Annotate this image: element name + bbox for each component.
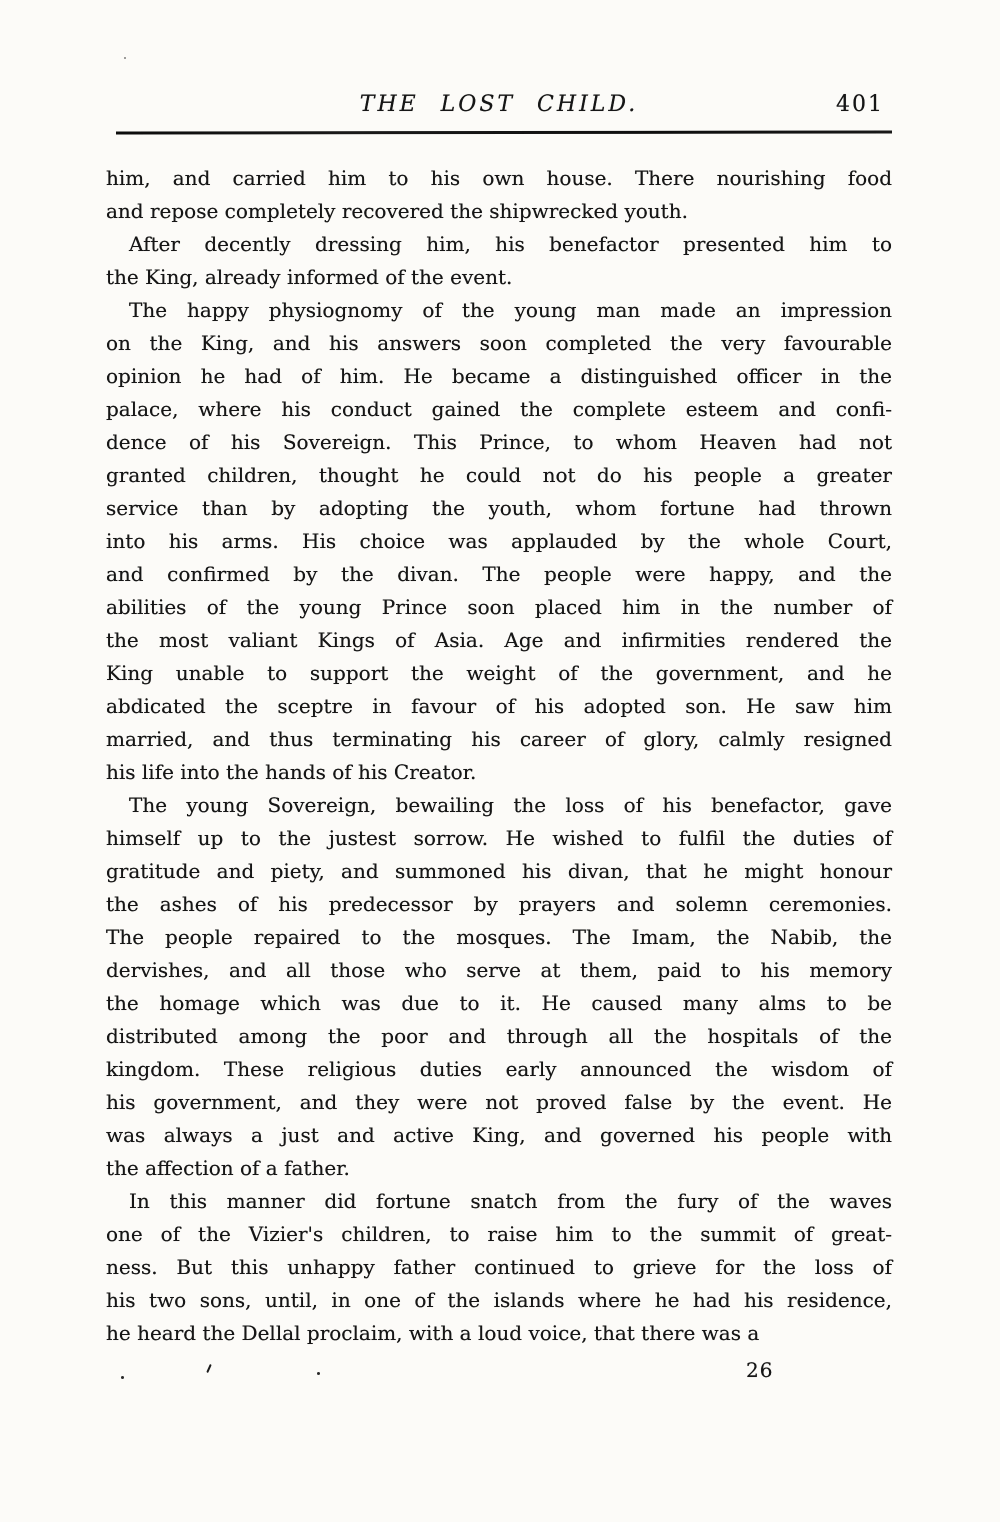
text-line: In this manner did fortune snatch from the fury of the waves — [129, 1189, 892, 1213]
text-line: his life into the hands of his Creator. — [106, 760, 477, 784]
running-title: THE LOST CHILD. — [359, 92, 639, 117]
ink-speck — [121, 1376, 124, 1379]
body-text — [106, 162, 892, 1350]
text-line: his government, and they were not proved false by the event. He — [106, 1090, 892, 1114]
ink-speck — [124, 57, 126, 59]
text-line: dence of his Sovereign. This Prince, to whom Heaven had not — [106, 430, 892, 454]
text-line: he heard the Dellal proclaim, with a loud voice, that there was a — [106, 1321, 760, 1345]
text-line: one of the Vizier's children, to raise him to the summit of great- — [106, 1222, 892, 1246]
text-line: service than by adopting the youth, whom fortune had thrown — [106, 496, 892, 520]
text-line: The people repaired to the mosques. The Imam, the Nabib, the — [106, 925, 892, 949]
text-line: him, and carried him to his own house. There nourishing food — [106, 166, 892, 190]
text-line: and confirmed by the divan. The people were happy, and the — [106, 562, 892, 586]
ink-speck — [206, 1364, 211, 1373]
text-line: kingdom. These religious duties early announced the wisdom of — [106, 1057, 892, 1081]
text-line: granted children, thought he could not do his people a greater — [106, 463, 892, 487]
text-line: abdicated the sceptre in favour of his adopted son. He saw him — [106, 694, 892, 718]
signature-mark: 26 — [746, 1358, 774, 1382]
ink-speck — [317, 1372, 320, 1375]
text-line: opinion he had of him. He became a distinguished officer in the — [106, 364, 892, 388]
text-line: the homage which was due to it. He caused many alms to be — [106, 991, 892, 1015]
text-line: abilities of the young Prince soon placed him in the number of — [106, 595, 892, 619]
text-line: distributed among the poor and through all the hospitals of the — [106, 1024, 892, 1048]
text-line: himself up to the justest sorrow. He wished to fulfil the duties of — [106, 826, 892, 850]
text-line: The young Sovereign, bewailing the loss of his benefactor, gave — [129, 793, 892, 817]
text-line: his two sons, until, in one of the islands where he had his residence, — [106, 1288, 892, 1312]
text-line: into his arms. His choice was applauded by the whole Court, — [106, 529, 892, 553]
text-line: the affection of a father. — [106, 1156, 350, 1180]
header-rule — [116, 130, 892, 134]
text-line: dervishes, and all those who serve at them, paid to his memory — [106, 958, 892, 982]
text-line: was always a just and active King, and governed his people with — [106, 1123, 892, 1147]
text-line: and repose completely recovered the shipwrecked youth. — [106, 199, 688, 223]
text-line: on the King, and his answers soon completed the very favourable — [106, 331, 892, 355]
text-line: After decently dressing him, his benefactor presented him to — [129, 232, 892, 256]
page-header — [106, 92, 892, 124]
text-line: the King, already informed of the event. — [106, 265, 513, 289]
text-line: the ashes of his predecessor by prayers and solemn ceremonies. — [106, 892, 892, 916]
text-line: married, and thus terminating his career of glory, calmly resigned — [106, 727, 892, 751]
text-line: The happy physiognomy of the young man made an impression — [129, 298, 892, 322]
text-line: ness. But this unhappy father continued to grieve for the loss of — [106, 1255, 892, 1279]
text-line: palace, where his conduct gained the complete esteem and confi- — [106, 397, 892, 421]
text-line: gratitude and piety, and summoned his divan, that he might honour — [106, 859, 892, 883]
text-line: King unable to support the weight of the government, and he — [106, 661, 892, 685]
text-line: the most valiant Kings of Asia. Age and infirmities rendered the — [106, 628, 892, 652]
page-number: 401 — [836, 92, 884, 117]
